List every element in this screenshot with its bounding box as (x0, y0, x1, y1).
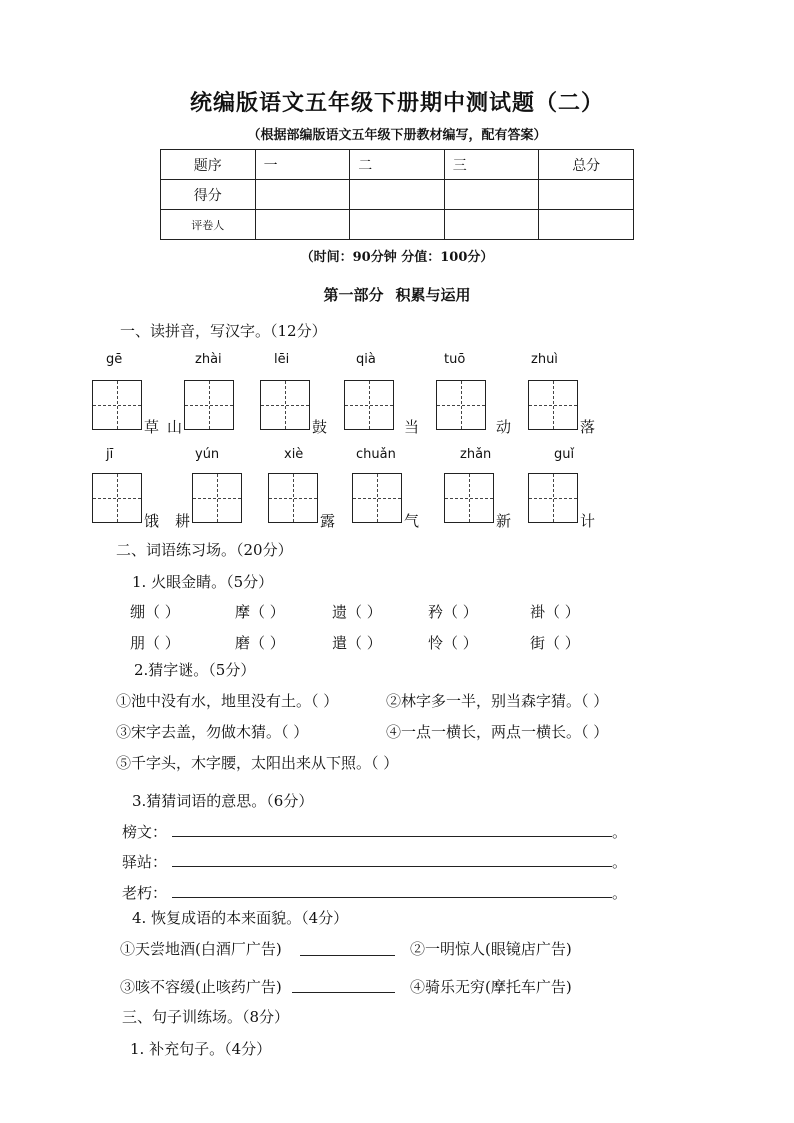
period-mark: 。 (612, 823, 628, 841)
given-character: 气 (404, 512, 420, 530)
pinyin-label: qià (356, 352, 376, 367)
riddle-item[interactable]: ④一点一横长，两点一横长。（ ） (386, 723, 609, 741)
character-grid-box[interactable] (436, 380, 486, 430)
score-cell[interactable] (255, 180, 350, 210)
fill-item[interactable]: 摩（ ） (235, 603, 285, 621)
grader-cell[interactable] (539, 210, 634, 240)
grader-cell[interactable] (350, 210, 445, 240)
fill-item[interactable]: 矜（ ） (428, 603, 478, 621)
sub-question-title: 1. 火眼金睛。（5分） (132, 573, 274, 591)
page-subtitle: （根据部编版语文五年级下册教材编写，配有答案） (247, 128, 547, 143)
fill-item[interactable]: 街（ ） (530, 634, 580, 652)
character-grid-box[interactable] (352, 473, 402, 523)
score-cell[interactable] (539, 180, 634, 210)
fill-item[interactable]: 绷（ ） (130, 603, 180, 621)
character-grid-box[interactable] (528, 473, 578, 523)
sub-question-title: 2.猜字谜。（5分） (134, 661, 256, 679)
given-character: 草 (144, 418, 160, 436)
grader-cell[interactable] (255, 210, 350, 240)
table-row (161, 180, 634, 210)
section-heading: 一、读拼音，写汉字。（12分） (120, 322, 327, 340)
answer-line[interactable] (172, 866, 612, 867)
score-table (160, 149, 634, 240)
character-grid-box[interactable] (92, 380, 142, 430)
idiom-item: ①天尝地酒(白酒厂广告) (120, 940, 282, 958)
pinyin-label: zhǎn (460, 447, 492, 462)
riddle-item[interactable]: ⑤千字头，木字腰，太阳出来从下照。（ ） (116, 754, 399, 772)
given-character: 新 (496, 512, 512, 530)
given-character: 耕 (175, 512, 191, 530)
page-title: 统编版语文五年级下册期中测试题（二） (189, 90, 604, 116)
section-heading: 二、词语练习场。（20分） (116, 541, 293, 559)
character-grid-box[interactable] (344, 380, 394, 430)
riddle-item[interactable]: ①池中没有水，地里没有土。（ ） (116, 692, 339, 710)
fill-item[interactable]: 遣（ ） (332, 634, 382, 652)
term-label: 驿站： (122, 853, 168, 871)
pinyin-label: chuǎn (356, 447, 396, 462)
pinyin-label: zhuì (531, 352, 558, 367)
fill-item[interactable]: 遗（ ） (332, 603, 382, 621)
pinyin-label: tuō (444, 352, 466, 367)
pinyin-label: jī (106, 447, 114, 462)
character-grid-box[interactable] (92, 473, 142, 523)
pinyin-label: yún (195, 447, 220, 462)
sub-question-title: 1. 补充句子。（4分） (130, 1040, 272, 1058)
time-info: （时间：90分钟 分值：100分） (300, 250, 494, 265)
table-cell-header: 总分 (539, 150, 634, 180)
part-label: 第一部分 (323, 286, 384, 304)
fill-item[interactable]: 褂（ ） (530, 603, 580, 621)
character-grid-box[interactable] (192, 473, 242, 523)
pinyin-label: zhài (195, 352, 222, 367)
fill-item[interactable]: 磨（ ） (235, 634, 285, 652)
pinyin-label: gē (106, 352, 123, 367)
idiom-item: ③咳不容缓(止咳药广告) (120, 978, 282, 996)
table-cell-header: 一 (255, 150, 350, 180)
character-grid-box[interactable] (444, 473, 494, 523)
table-cell-label: 得分 (161, 180, 256, 210)
given-character: 计 (580, 512, 596, 530)
table-cell-header: 三 (444, 150, 539, 180)
part-heading (0, 284, 794, 305)
given-character: 鼓 (312, 418, 328, 436)
score-cell[interactable] (350, 180, 445, 210)
answer-line[interactable] (172, 897, 612, 898)
period-mark: 。 (612, 853, 628, 871)
riddle-item[interactable]: ②林字多一半，别当森字猜。（ ） (386, 692, 609, 710)
character-grid-box[interactable] (260, 380, 310, 430)
character-grid-box[interactable] (184, 380, 234, 430)
given-character: 动 (496, 418, 512, 436)
given-character: 当 (404, 418, 420, 436)
pinyin-label: guǐ (554, 447, 575, 462)
given-character: 露 (320, 512, 336, 530)
part-name: 积累与运用 (395, 286, 471, 304)
answer-line[interactable] (300, 955, 395, 956)
answer-line[interactable] (292, 992, 395, 993)
fill-item[interactable]: 怜（ ） (428, 634, 478, 652)
section-heading: 三、句子训练场。（8分） (122, 1008, 290, 1026)
sub-question-title: 3.猜猜词语的意思。（6分） (132, 792, 314, 810)
table-cell-label: 评卷人 (161, 210, 256, 240)
grader-cell[interactable] (444, 210, 539, 240)
sub-question-title: 4. 恢复成语的本来面貌。（4分） (132, 909, 349, 927)
pinyin-label: lēi (274, 352, 290, 367)
pinyin-label: xiè (284, 447, 304, 462)
score-cell[interactable] (444, 180, 539, 210)
table-cell-label: 题序 (161, 150, 256, 180)
character-grid-box[interactable] (268, 473, 318, 523)
character-grid-box[interactable] (528, 380, 578, 430)
given-character: 饿 (144, 512, 160, 530)
given-character: 落 (580, 418, 596, 436)
fill-item[interactable]: 朋（ ） (130, 634, 180, 652)
idiom-item: ④骑乐无穷(摩托车广告) (410, 978, 572, 996)
table-row (161, 210, 634, 240)
given-character: 山 (167, 418, 183, 436)
table-cell-header: 二 (350, 150, 445, 180)
answer-line[interactable] (172, 836, 612, 837)
term-label: 老朽： (122, 884, 168, 902)
period-mark: 。 (612, 884, 628, 902)
idiom-item: ②一明惊人(眼镜店广告) (410, 940, 572, 958)
riddle-item[interactable]: ③宋字去盖，勿做木猜。（ ） (116, 723, 309, 741)
table-row (161, 150, 634, 180)
term-label: 榜文： (122, 823, 168, 841)
